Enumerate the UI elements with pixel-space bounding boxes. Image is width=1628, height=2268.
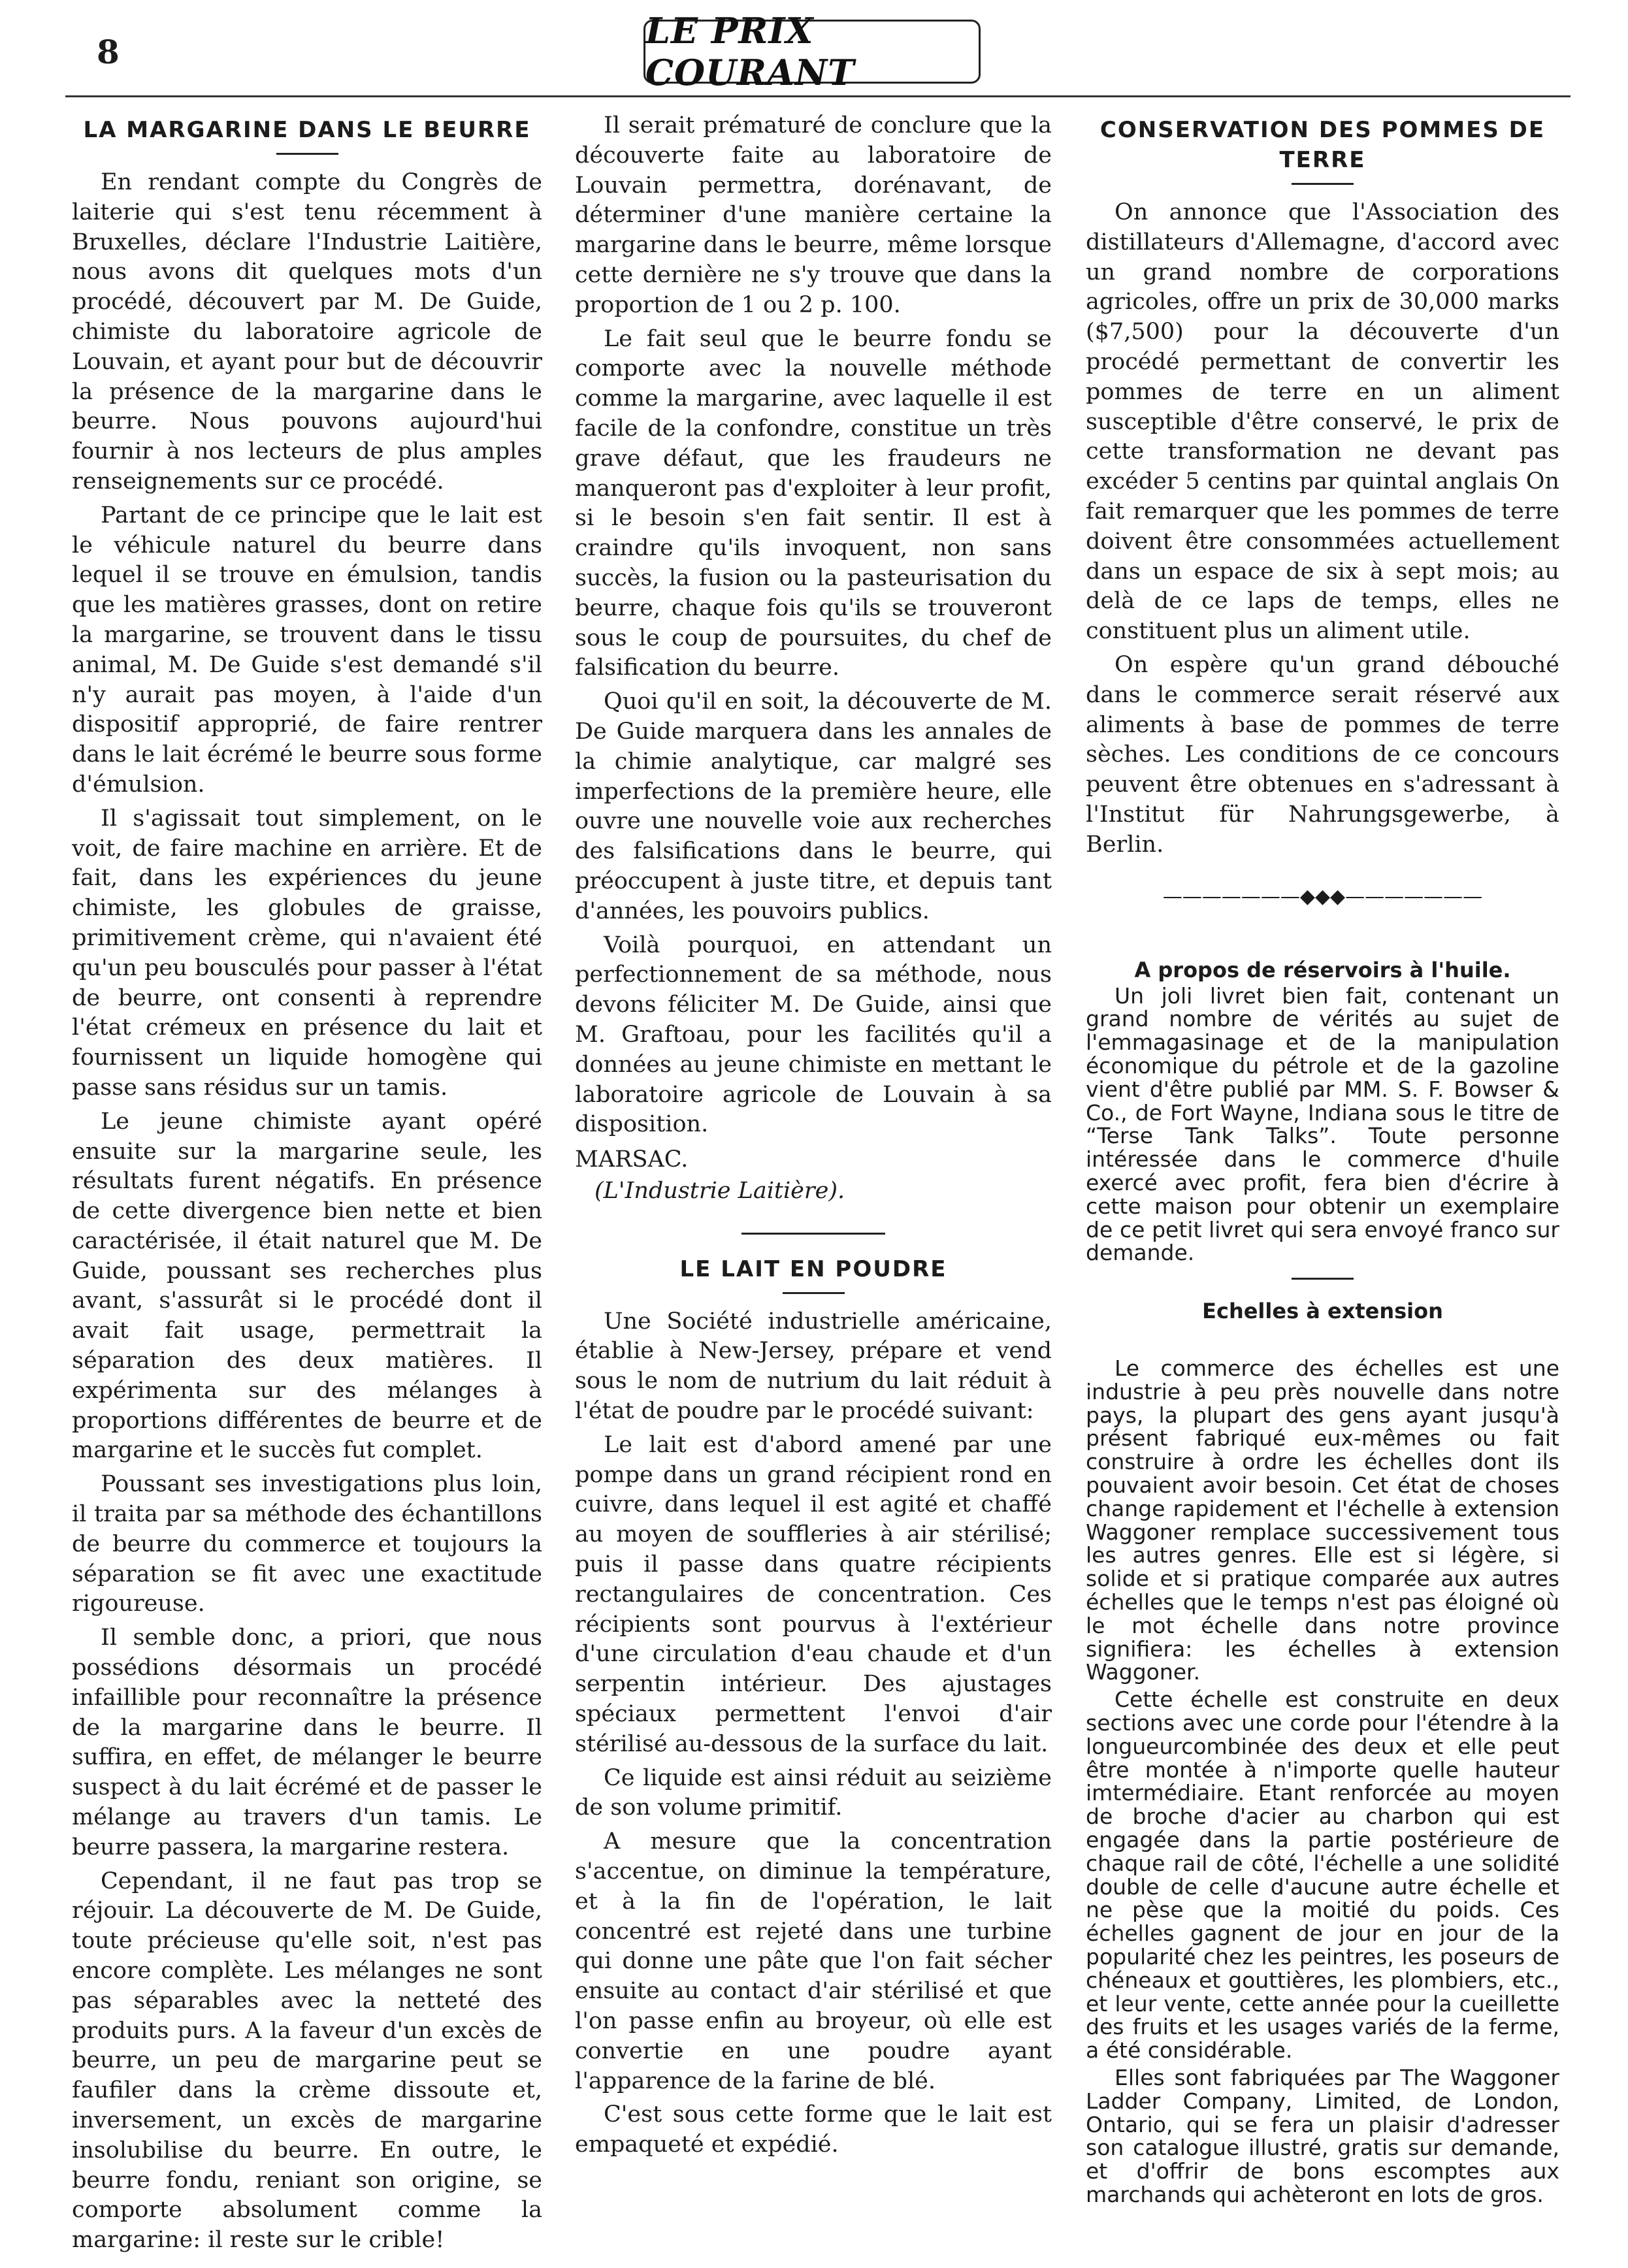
paragraph: Ce liquide est ainsi réduit au seizième de son volume primitif.: [575, 1764, 1052, 1821]
paragraph: Un joli livret bien fait, contenant un grand nombre de vérités au sujet de l'emmagasinage et de la manipulation économique du pétrole et de la gazoline vient d'être publié par MM. S. F. Bowser & Co., de Fort Wayne, Indiana sous le titre de “Terse Tank Talks”. Toute personne intéressée dans le commerce d'huile exercé avec profit, fera bien d'écrire à cette maison pour obtenir un exemplaire de ce petit livret qui sera envoyé franco sur demande.: [1086, 982, 1559, 1266]
title-divider: [1292, 1278, 1354, 1280]
article-separator: [741, 1233, 885, 1235]
paragraph: En rendant compte du Congrès de laiterie qui s'est tenu récemment à Bruxelles, déclare l'Industrie Laitière, nous avons dit quelques mots d'un procédé, découvert par M. De Guide, chimiste du laboratoire agricole de Louvain, et ayant pour but de découvrir la présence de la margarine dans le beurre. Nous pouvons aujourd'hui fournir à nos lecteurs de plus amples renseignements sur ce procédé.: [72, 169, 542, 494]
paragraph: On espère qu'un grand débouché dans le commerce serait réservé aux aliments à base de pommes de terre sèches. Les conditions de ce concours peuvent être obtenues en s'adressant à l'Institut für Nahrungsgewerbe, à Berlin.: [1086, 651, 1559, 858]
paragraph: Cette échelle est construite en deux sections avec une corde pour l'étendre à la longueurcombinée des deux et elle peut être montée à n'importe quelle hauteur imtermédiaire. Etant renforcée au moyen de broche d'acier au charbon qui est engagée dans la partie postérieure de chaque rail de côté, l'échelle a une solidité double de celle d'aucune autre échelle et ne pèse que la moitié du poids. Ces échelles gagnent de jour en jour de la popularité chez les peintres, les poseurs de chéneaux et gouttières, les plombiers, etc., et leur vente, cette année pour la cueillette des fruits et les usages variés de la ferme, a été considérable.: [1086, 1687, 1559, 2064]
author-signature: MARSAC.: [575, 1146, 689, 1173]
paragraph: Il serait prématuré de conclure que la découverte faite au laboratoire de Louvain permettra, dorénavant, de déterminer d'une manière certaine la margarine dans le beurre, même lorsque cette dernière ne s'y trouve que dans la proportion de 1 ou 2 p. 100.: [575, 112, 1052, 318]
paragraph: Une Société industrielle américaine, établie à New-Jersey, prépare et vend sous le nom de nutrium du lait réduit à l'état de poudre par le procédé suivant:: [575, 1308, 1052, 1425]
title-divider: [1292, 183, 1354, 185]
paragraph: Elles sont fabriquées par The Waggoner Ladder Company, Limited, de London, Ontario, qui se fera un plaisir d'adresser son catalogue illustré, gratis sur demande, et d'offrir de bons escomptes aux marchands qui achèteront en lots de gros.: [1086, 2065, 1559, 2207]
paragraph: C'est sous cette forme que le lait est empaqueté et expédié.: [575, 2101, 1052, 2158]
article-margarine: [72, 115, 542, 2256]
paragraph: A mesure que la concentration s'accentue, on diminue la température, et à la fin de l'opération, le lait concentré est rejeté dans une turbine qui donne une pâte que l'on fait sécher ensuite au contact d'air stérilisé et que l'on passe enfin au broyeur, où elle est convertie en une poudre ayant l'apparence de la farine de blé.: [575, 1828, 1052, 2094]
paragraph: Il s'agissait tout simplement, on le voit, de faire machine en arrière. Et de fait, dans les expériences du jeune chimiste, les globules de graisse, primitivement crème, qui n'avaient été qu'un peu bousculés pour passer à l'état de beurre, ont consenti à reprendre l'état crémeux en présence du lait et fournissent un liquide homogène qui passe sans résidus sur un tamis.: [72, 805, 542, 1101]
article-title-margarine: LA MARGARINE DANS LE BEURRE: [83, 117, 531, 143]
masthead-logo: [643, 10, 981, 93]
article-title-reservoirs: A propos de réservoirs à l'huile.: [1134, 957, 1511, 982]
paragraph: Poussant ses investigations plus loin, il traita par sa méthode des échantillons de beurre du commerce et toujours la séparation se fit avec une exactitude rigoureuse.: [72, 1471, 542, 1617]
paragraph: Cependant, il ne faut pas trop se réjouir. La découverte de M. De Guide, toute précieuse qu'elle soit, n'est pas encore complète. Les mélanges ne sont pas séparables avec la netteté des produits purs. A la faveur d'un excès de beurre, un peu de margarine peut se faufiler dans la crème dissoute et, inversement, un excès de margarine insolubilise du beurre. En outre, le beurre fondu, reniant son origine, se comporte absolument comme la margarine: il reste sur le crible!: [72, 1868, 542, 2254]
paragraph: Le commerce des échelles est une industrie à peu près nouvelle dans notre pays, la plupart des gens ayant jusqu'à présent fabriqué eux-mêmes ou fait construire à ordre les échelles dont ils pouvaient avoir besoin. Cet état de choses change rapidement et l'échelle à extension Waggoner remplace successivement tous les autres genres. Elle est si légère, si solide et si pratique comparée aux autres échelles que le temps n'est pas éloigné où le mot échelle dans notre province signifiera: les échelles à extension Waggoner.: [1086, 1355, 1559, 1685]
article-pommes: [1086, 115, 1559, 860]
article-title-pommes: CONSERVATION DES POMMES DE TERRE: [1099, 117, 1546, 173]
title-divider: [276, 153, 338, 155]
paragraph: Voilà pourquoi, en attendant un perfectionnement de sa méthode, nous devons féliciter M. De Guide, ainsi que M. Graftoau, pour les facilités qu'il a données au jeune chimiste en mettant le laboratoire agricole de Louvain à sa disposition.: [575, 932, 1052, 1138]
source-citation: (L'Industrie Laitière).: [594, 1177, 845, 1204]
ornament-divider: ———————◆◆◆———————: [1162, 884, 1483, 908]
article-lait: [575, 1254, 1052, 2160]
paragraph: Le jeune chimiste ayant opéré ensuite sur la margarine seule, les résultats furent négatifs. En présence de cette divergence bien nette et bien caractérisée, il était naturel que M. De Guide, poussant ses recherches plus avant, s'assurât si le procédé dont il avait fait usage, permettrait la séparation des deux matières. Il expérimenta sur des mélanges à proportions différentes de beurre et de margarine et le succès fut complet.: [72, 1108, 542, 1464]
title-divider: [783, 1292, 845, 1294]
page-number: 8: [97, 33, 120, 71]
paragraph: Le fait seul que le beurre fondu se comporte avec la nouvelle méthode comme la margarine, avec laquelle il est facile de la confondre, constitue un très grave défaut, que les fraudeurs ne manqueront pas d'exploiter à leur profit, si le besoin s'en fait sentir. Il est à craindre qu'ils invoquent, non sans succès, la fusion ou la pasteurisation du beurre, chaque fois qu'ils se trouveront sous le coup de poursuites, du chef de falsification du beurre.: [575, 325, 1052, 681]
paragraph: Quoi qu'il en soit, la découverte de M. De Guide marquera dans les annales de la chimie analytique, car malgré ses imperfections de la première heure, elle ouvre une nouvelle voie aux recherches des falsifications dans le beurre, qui préoccupent à juste titre, et depuis tant d'années, les pouvoirs publics.: [575, 688, 1052, 924]
top-rule: [65, 95, 1571, 97]
spacer: [1086, 1325, 1559, 1357]
masthead-title: LE PRIX COURANT: [645, 10, 855, 93]
column-2: [575, 111, 1052, 2160]
paragraph: Le lait est d'abord amené par une pompe dans un grand récipient rond en cuivre, dans lequel il est agité et chaffé au moyen de souffleries à air stérilisé; puis il passe dans quatre récipients rectangulaires de concentration. Ces récipients sont pourvus à l'extérieur d'une circulation d'eau chaude et d'un serpentin intérieur. Des ajustages spéciaux permettent l'envoi d'air stérilisé au-dessous de la surface du lait.: [575, 1431, 1052, 1757]
paragraph: On annonce que l'Association des distillateurs d'Allemagne, d'accord avec un grand nombre de corporations agricoles, offre un prix de 30,000 marks ($7,500) pour la découverte d'un procédé permettant de convertir les pommes de terre en un aliment susceptible d'être conservé, le prix de cette transformation ne devant pas excéder 5 centins par quintal anglais On fait remarquer que les pommes de terre doivent être consommées actuellement dans un espace de six à sept mois; au delà de ce laps de temps, elles ne constituent plus un aliment utile.: [1086, 199, 1559, 645]
paragraph: Il semble donc, a priori, que nous possédions désormais un procédé infaillible pour reconnaître la présence de la margarine dans le beurre. Il suffira, en effet, de mélanger le beurre suspect à du lait écrémé et de passer le mélange au travers d'un tamis. Le beurre passera, la margarine restera.: [72, 1625, 542, 1860]
article-title-echelles: Echelles à extension: [1202, 1299, 1443, 1324]
paragraph: Partant de ce principe que le lait est le véhicule naturel du beurre dans lequel il se trouve en émulsion, tandis que les matières grasses, dont on retire la margarine, se trouvent dans le tissu animal, M. De Guide s'est demandé s'il n'y aurait pas moyen, à l'aide d'un dispositif approprié, de faire rentrer dans le lait écrémé le beurre sous forme d'émulsion.: [72, 502, 542, 798]
column-1: [72, 111, 542, 2256]
article-reservoirs: [1086, 956, 1559, 2207]
column-3: [1086, 111, 1559, 2207]
article-title-lait: LE LAIT EN POUDRE: [679, 1256, 947, 1282]
